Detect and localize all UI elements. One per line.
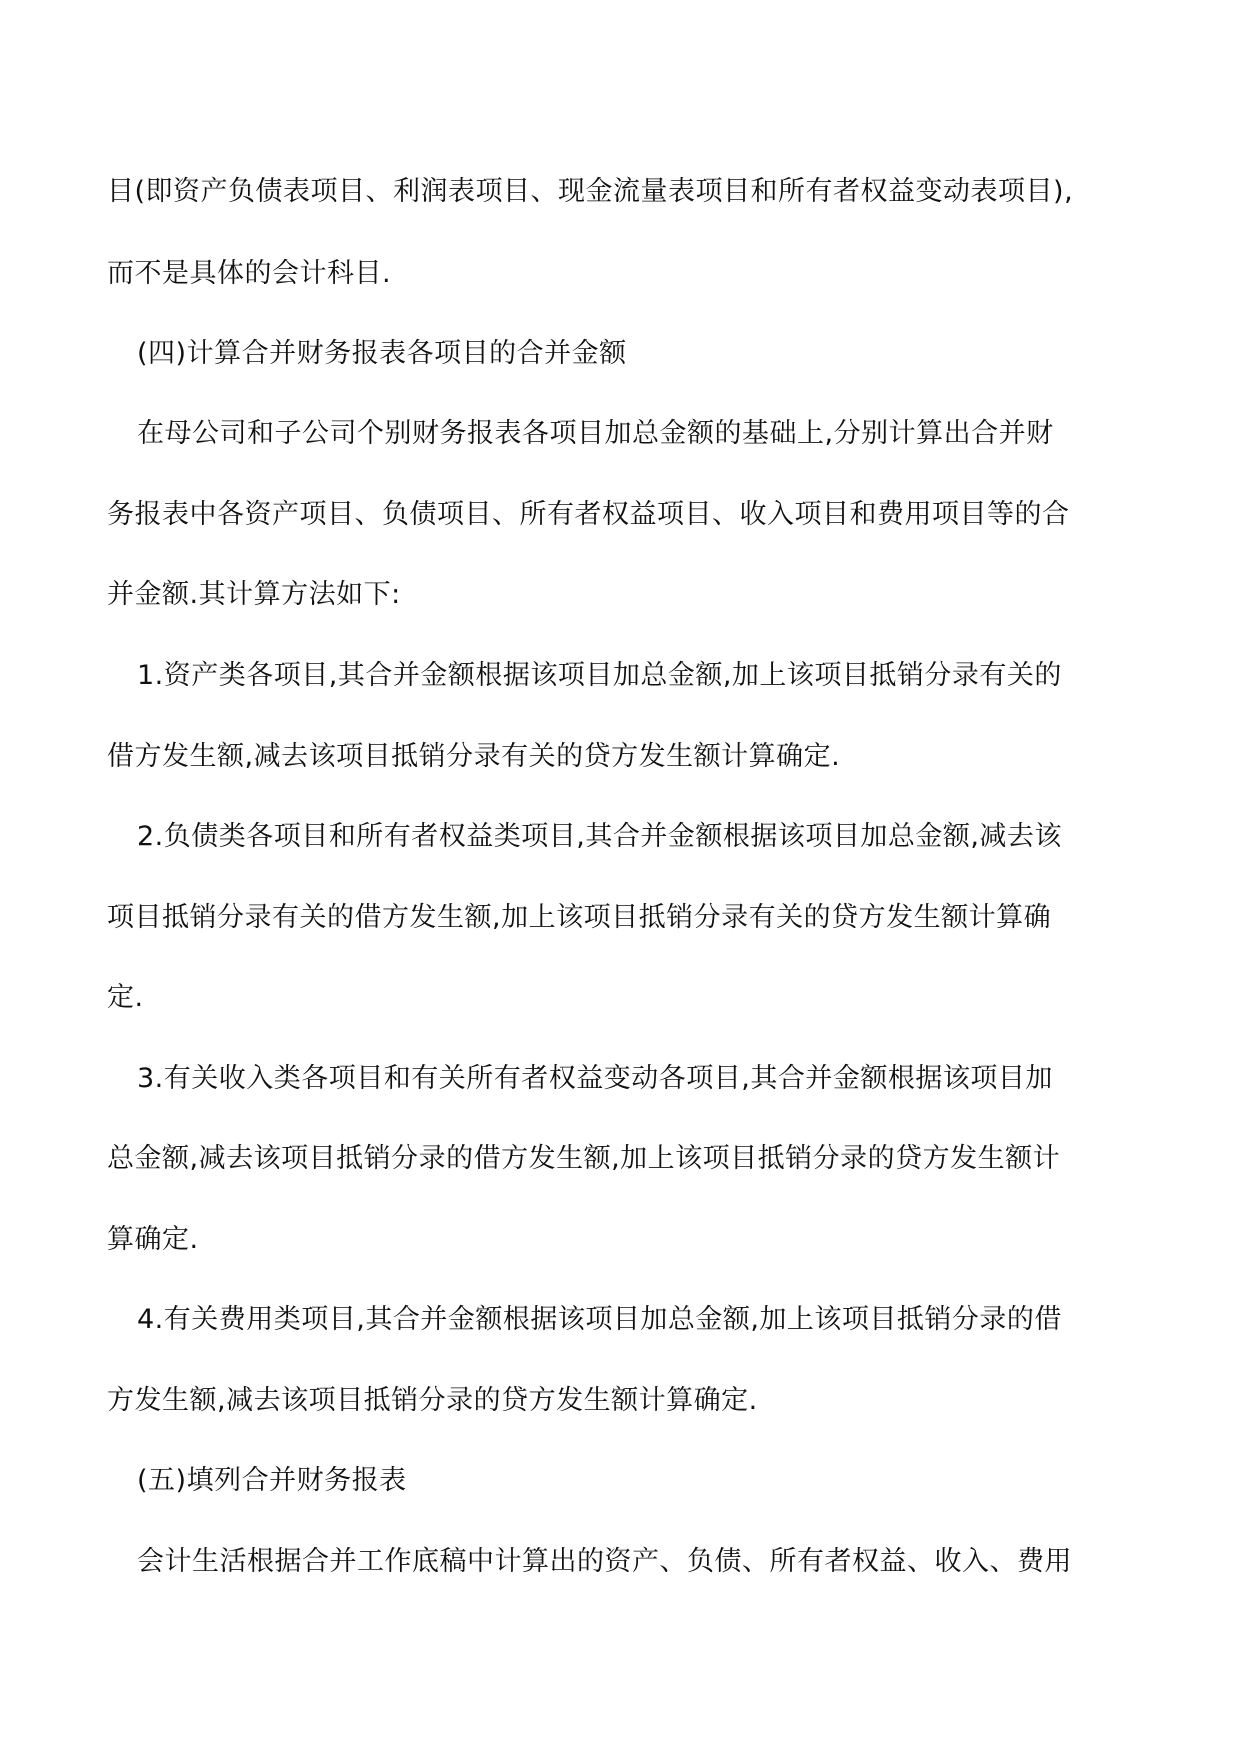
section-heading: (五)填列合并财务报表 xyxy=(137,1465,407,1496)
section-heading: (四)计算合并财务报表各项目的合并金额 xyxy=(137,338,627,369)
list-item: 3.有关收入类各项目和有关所有者权益变动各项目,其合并金额根据该项目加 xyxy=(137,1063,1053,1094)
text-line: 在母公司和子公司个别财务报表各项目加总金额的基础上,分别计算出合并财 xyxy=(137,418,1054,449)
text-line: 算确定. xyxy=(107,1224,199,1255)
text-line: 务报表中各资产项目、负债项目、所有者权益项目、收入项目和费用项目等的合 xyxy=(107,499,1070,530)
text-line: 项目抵销分录有关的借方发生额,加上该项目抵销分录有关的贷方发生额计算确 xyxy=(107,902,1052,933)
text-line: 会计生活根据合并工作底稿中计算出的资产、负债、所有者权益、收入、费用 xyxy=(137,1546,1072,1577)
text-line: 而不是具体的会计科目. xyxy=(107,258,392,289)
text-line: 目(即资产负债表项目、利润表项目、现金流量表项目和所有者权益变动表项目), xyxy=(107,176,1074,207)
text-line: 并金额.其计算方法如下: xyxy=(107,579,401,610)
text-line: 总金额,减去该项目抵销分录的借方发生额,加上该项目抵销分录的贷方发生额计 xyxy=(107,1143,1061,1174)
list-item: 1.资产类各项目,其合并金额根据该项目加总金额,加上该项目抵销分录有关的 xyxy=(137,660,1062,691)
text-line: 方发生额,减去该项目抵销分录的贷方发生额计算确定. xyxy=(107,1385,758,1416)
list-item: 2.负债类各项目和所有者权益类项目,其合并金额根据该项目加总金额,减去该 xyxy=(137,821,1062,852)
text-line: 定. xyxy=(107,982,144,1013)
list-item: 4.有关费用类项目,其合并金额根据该项目加总金额,加上该项目抵销分录的借 xyxy=(137,1304,1062,1335)
text-line: 借方发生额,减去该项目抵销分录有关的贷方发生额计算确定. xyxy=(107,741,841,772)
